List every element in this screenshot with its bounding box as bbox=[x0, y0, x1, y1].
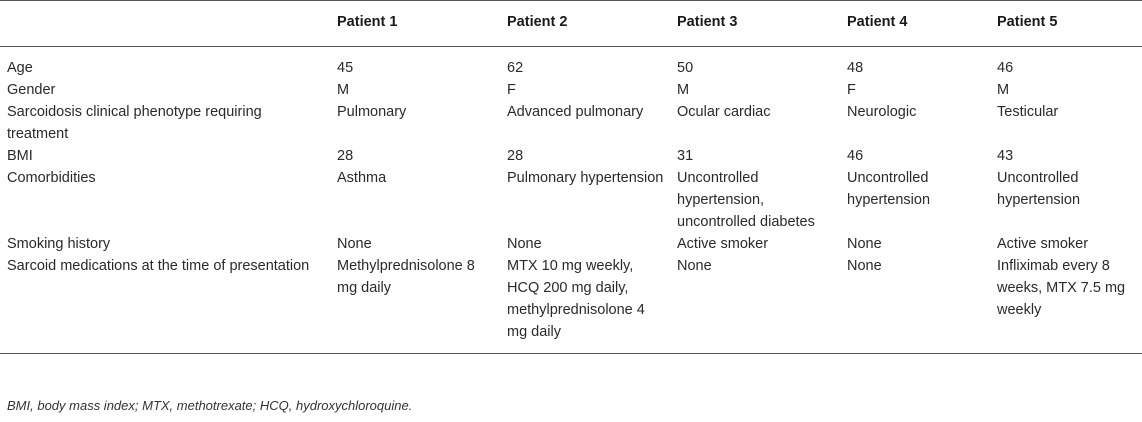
table-row bbox=[0, 145, 1142, 167]
table-cell: None bbox=[337, 236, 372, 252]
row-label: Smoking history bbox=[7, 236, 111, 252]
header-cell-patient-5: Patient 5 bbox=[990, 1, 1142, 47]
table-cell: M bbox=[997, 82, 1010, 98]
row-label: Age bbox=[7, 60, 33, 76]
row-label: Sarcoid medications at the time of presentation bbox=[0, 255, 330, 354]
table-row bbox=[0, 167, 1142, 233]
table-cell: F bbox=[847, 82, 856, 98]
table-cell: 48 bbox=[847, 60, 864, 76]
table-cell: 28 bbox=[337, 148, 354, 164]
header-cell-empty bbox=[0, 1, 330, 47]
table-cell: 46 bbox=[997, 60, 1014, 76]
table-row bbox=[0, 79, 1142, 101]
table-cell: F bbox=[507, 82, 516, 98]
table-cell: Testicular bbox=[997, 104, 1059, 120]
table-cell: None bbox=[847, 236, 882, 252]
table-cell: Uncontrolled hypertension bbox=[997, 170, 1081, 208]
row-label: Comorbidities bbox=[7, 170, 96, 186]
table-cell: Methylprednisolone 8 mg daily bbox=[330, 255, 500, 354]
table-cell: Uncontrolled hypertension bbox=[847, 170, 931, 208]
header-cell-patient-3: Patient 3 bbox=[670, 1, 840, 47]
row-label: Gender bbox=[7, 82, 56, 98]
table-cell: 46 bbox=[847, 148, 864, 164]
header-row bbox=[0, 1, 1142, 47]
header-cell-patient-2: Patient 2 bbox=[500, 1, 670, 47]
row-label: BMI bbox=[7, 148, 33, 164]
table-cell: Active smoker bbox=[677, 236, 769, 252]
table-cell: Pulmonary hypertension bbox=[507, 170, 664, 186]
table-header bbox=[0, 1, 1142, 47]
table-cell: M bbox=[337, 82, 350, 98]
table-cell: None bbox=[840, 255, 990, 354]
table-cell: 62 bbox=[507, 60, 524, 76]
table-cell: Uncontrolled hypertension, uncontrolled diabetes bbox=[677, 170, 815, 230]
header-cell-patient-4: Patient 4 bbox=[840, 1, 990, 47]
row-label: Sarcoidosis clinical phenotype requiring treatment bbox=[7, 104, 262, 142]
table-cell: Advanced pulmonary bbox=[507, 104, 644, 120]
table-cell: Ocular cardiac bbox=[677, 104, 771, 120]
table-cell: Neurologic bbox=[847, 104, 917, 120]
table-cell: 28 bbox=[507, 148, 524, 164]
table-cell: Active smoker bbox=[997, 236, 1089, 252]
table-cell: Infliximab every 8 weeks, MTX 7.5 mg weekly bbox=[990, 255, 1142, 354]
header-cell-patient-1: Patient 1 bbox=[330, 1, 500, 47]
table-cell: Asthma bbox=[337, 170, 387, 186]
table-row bbox=[0, 47, 1142, 80]
table-row bbox=[0, 255, 1142, 354]
table-body bbox=[0, 47, 1142, 354]
table-cell: 31 bbox=[677, 148, 694, 164]
table-row bbox=[0, 233, 1142, 255]
table-row bbox=[0, 101, 1142, 145]
table-footnote: BMI, body mass index; MTX, methotrexate; HCQ, hydroxychloroquine. bbox=[7, 398, 413, 413]
table-cell: 50 bbox=[677, 60, 694, 76]
table-cell: MTX 10 mg weekly, HCQ 200 mg daily, methylprednisolone 4 mg daily bbox=[500, 255, 670, 354]
table-cell: 43 bbox=[997, 148, 1014, 164]
table-cell: None bbox=[670, 255, 840, 354]
table-cell: Pulmonary bbox=[337, 104, 407, 120]
table-cell: None bbox=[507, 236, 542, 252]
table-cell: M bbox=[677, 82, 690, 98]
table-cell: 45 bbox=[337, 60, 354, 76]
